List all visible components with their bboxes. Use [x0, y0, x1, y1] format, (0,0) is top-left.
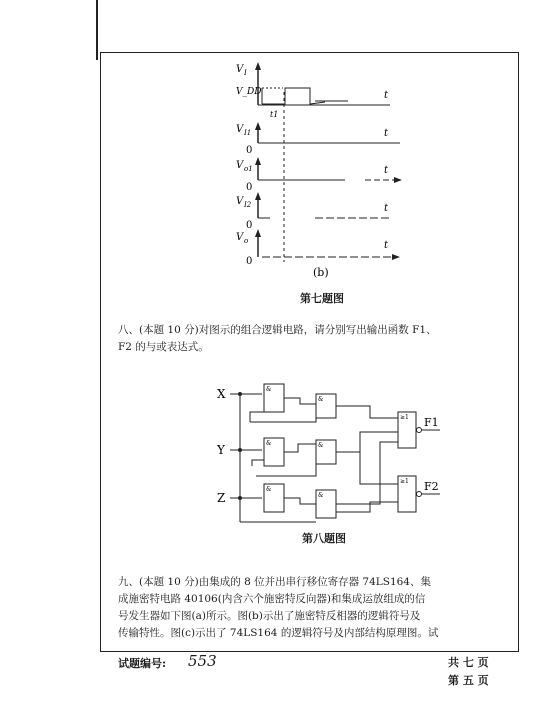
subcaption-b: (b)	[313, 266, 329, 279]
t-label-1: t	[384, 90, 389, 101]
input-x: X	[217, 387, 226, 401]
question8-line2: F2 的与或表达式。	[118, 341, 209, 353]
output-f1: F1	[424, 416, 439, 429]
timing-diagram	[0, 0, 540, 290]
svg-text:&: &	[266, 386, 272, 393]
svg-text:o1: o1	[244, 165, 253, 173]
and-gate-4	[316, 394, 336, 418]
figure7-caption: 第七题图	[300, 292, 344, 305]
footer-code-value: 553	[188, 652, 217, 670]
and-gate-1	[264, 384, 284, 412]
svg-text:I: I	[244, 69, 247, 77]
svg-text:0: 0	[246, 220, 253, 231]
row-vo	[236, 229, 400, 267]
row-vo1	[236, 157, 402, 193]
svg-text:&: &	[318, 492, 324, 499]
svg-text:&: &	[318, 442, 324, 449]
svg-text:o: o	[244, 237, 249, 245]
svg-text:V: V	[236, 232, 244, 243]
row-vi2	[236, 192, 390, 231]
footer-code-label: 试题编号:	[118, 657, 167, 670]
and-gate-2	[264, 438, 284, 466]
row-vi1	[236, 122, 400, 156]
svg-text:t: t	[384, 128, 389, 139]
question9-line2: 成施密特电路 40106(内含六个施密特反向器)和集成运放组成的信	[118, 593, 426, 605]
footer-total-pages: 共 七 页	[448, 656, 489, 669]
svg-text:t: t	[384, 240, 389, 251]
svg-text:0: 0	[246, 145, 253, 156]
or-gate-f1	[398, 412, 422, 448]
and-gate-5	[316, 440, 336, 464]
svg-text:&: &	[266, 440, 272, 447]
and-gate-6	[316, 490, 336, 518]
svg-text:I2: I2	[244, 201, 252, 209]
question9-line3: 号发生器如下图(a)所示。图(b)示出了施密特反相器的逻辑符号及	[118, 610, 421, 622]
svg-text:≥1: ≥1	[400, 414, 409, 421]
label-vdd: V_DD	[236, 87, 262, 97]
input-z: Z	[217, 491, 226, 505]
label-vi: V	[236, 64, 244, 75]
svg-text:t: t	[384, 203, 389, 214]
question9-line4: 传输特性。图(c)示出了 74LS164 的逻辑符号及内部结构原理图。试	[118, 627, 439, 639]
output-f2: F2	[424, 480, 439, 493]
row-vi	[236, 62, 390, 119]
svg-text:t: t	[384, 165, 389, 176]
svg-text:V: V	[236, 196, 244, 207]
svg-text:&: &	[266, 486, 272, 493]
question9-text	[118, 574, 513, 642]
figure8-caption: 第八题图	[302, 532, 346, 545]
label-t1: t1	[270, 110, 279, 119]
svg-text:&: &	[318, 396, 324, 403]
question9-line1: 九、(本题 10 分)由集成的 8 位并出串行移位寄存器 74LS164、集	[118, 576, 431, 588]
footer-page-no: 第 五 页	[448, 674, 489, 687]
and-gate-3	[264, 484, 284, 512]
svg-text:0: 0	[246, 256, 253, 267]
question8-line1: 八、(本题 10 分)对图示的组合逻辑电路，请分别写出输出函数 F1、	[118, 324, 437, 336]
or-gate-f2	[398, 476, 422, 512]
svg-text:I1: I1	[244, 129, 252, 137]
svg-text:V: V	[236, 124, 244, 135]
svg-text:0: 0	[246, 182, 253, 193]
bottom-border-line	[100, 651, 518, 652]
input-y: Y	[217, 443, 225, 457]
logic-circuit	[0, 372, 540, 552]
svg-text:V: V	[236, 160, 244, 171]
question8-text	[118, 322, 513, 356]
svg-text:≥1: ≥1	[400, 478, 409, 485]
